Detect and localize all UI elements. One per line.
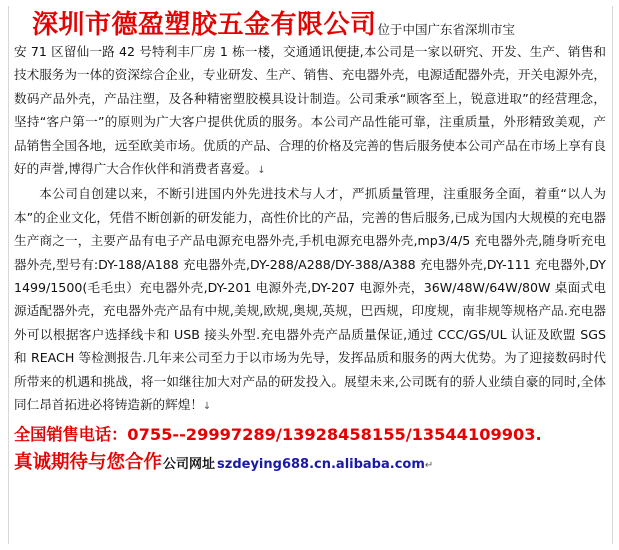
sales-phone-line: 全国销售电话：0755--29997289/13928458155/13544109903. — [14, 424, 542, 444]
website-label: 公司网址 — [163, 456, 216, 472]
document-body — [14, 6, 606, 478]
intro-paragraph — [14, 40, 606, 182]
history-paragraph-text: 本公司自创建以来，不断引进国内外先进技术与人才，严抓质量管理，注重服务全面，着重“以人为本”的企业文化，凭借不断创新的研发能力，高性价比的产品，完善的售后服务,已成为国内大规模的充电器生产商之一，主要产品有电子产品电源充电器外壳,手机电源充电器外壳,mp3/4/5 充电器外壳,随身听充电器外壳,型号有:DY-188/A188 充电器外壳,DY-288/A288/DY-388/A388 充电器外壳,DY-111 充电器外,DY1499/1500(毛毛虫）充电器外壳,DY-201 电源外壳,DY-207 电源外壳，36W/48W/64W/80W 桌面式电源适配器外壳，充电器外壳产品有中规,美规,欧规,奥规,英规，巴西规，印度规，南非规等规格产品.充电器外可以根据客户选择线卡和 USB 接头外型.充电器外壳产品质量保证,通过 CCC/GS/UL 认证及欧盟 SGS 和 REACH 等检测报告.几年来公司至力于以市场为先导，发挥品质和服务的两大优势。为了迎接数码时代所带来的机遇和挑战，将一如继往加大对产品的研发投入。展望未来,公司既有的骄人业绩自豪的同时,全体同仁昂首拓进必将铸造新的辉煌！ — [14, 186, 606, 413]
end-mark: ↵ — [424, 459, 434, 471]
return-mark: ↓ — [202, 401, 212, 413]
website-link[interactable]: szdeying688.cn.alibaba.com — [217, 456, 425, 472]
slogan-line — [14, 448, 606, 478]
cooperation-slogan: 真诚期待与您合作 — [14, 451, 163, 473]
history-paragraph — [14, 182, 606, 418]
company-name-title: 深圳市德盈塑胶五金有限公司 — [32, 10, 377, 40]
intro-paragraph-text: 安 71 区留仙一路 42 号特利丰厂房 1 栋一楼，交通通讯便捷,本公司是一家以研究、开发、生产、销售和技术服务为一体的资深综合企业，专业研发、生产、销售、充电器外壳，电源适配器外壳，开关电源外壳，数码产品外壳，产品注塑，及各种精密塑胶模具设计制造。公司秉承“顾客至上，锐意进取”的经营理念，坚持“客户第一”的原则为广大客户提供优质的服务。本公司产品性能可靠，注重质量，外形精致美观，产品销售全国各地，远至欧美市场。优质的产品、合理的价格及完善的售后服务使本公司产品在市场上享有良好的声誉,博得广大合作伙伴和消费者喜爱。 — [14, 44, 606, 177]
intro-lead-text: 位于中国广东省深圳市宝 — [377, 22, 516, 37]
return-mark: ↓ — [257, 165, 266, 177]
title-line — [14, 6, 606, 40]
